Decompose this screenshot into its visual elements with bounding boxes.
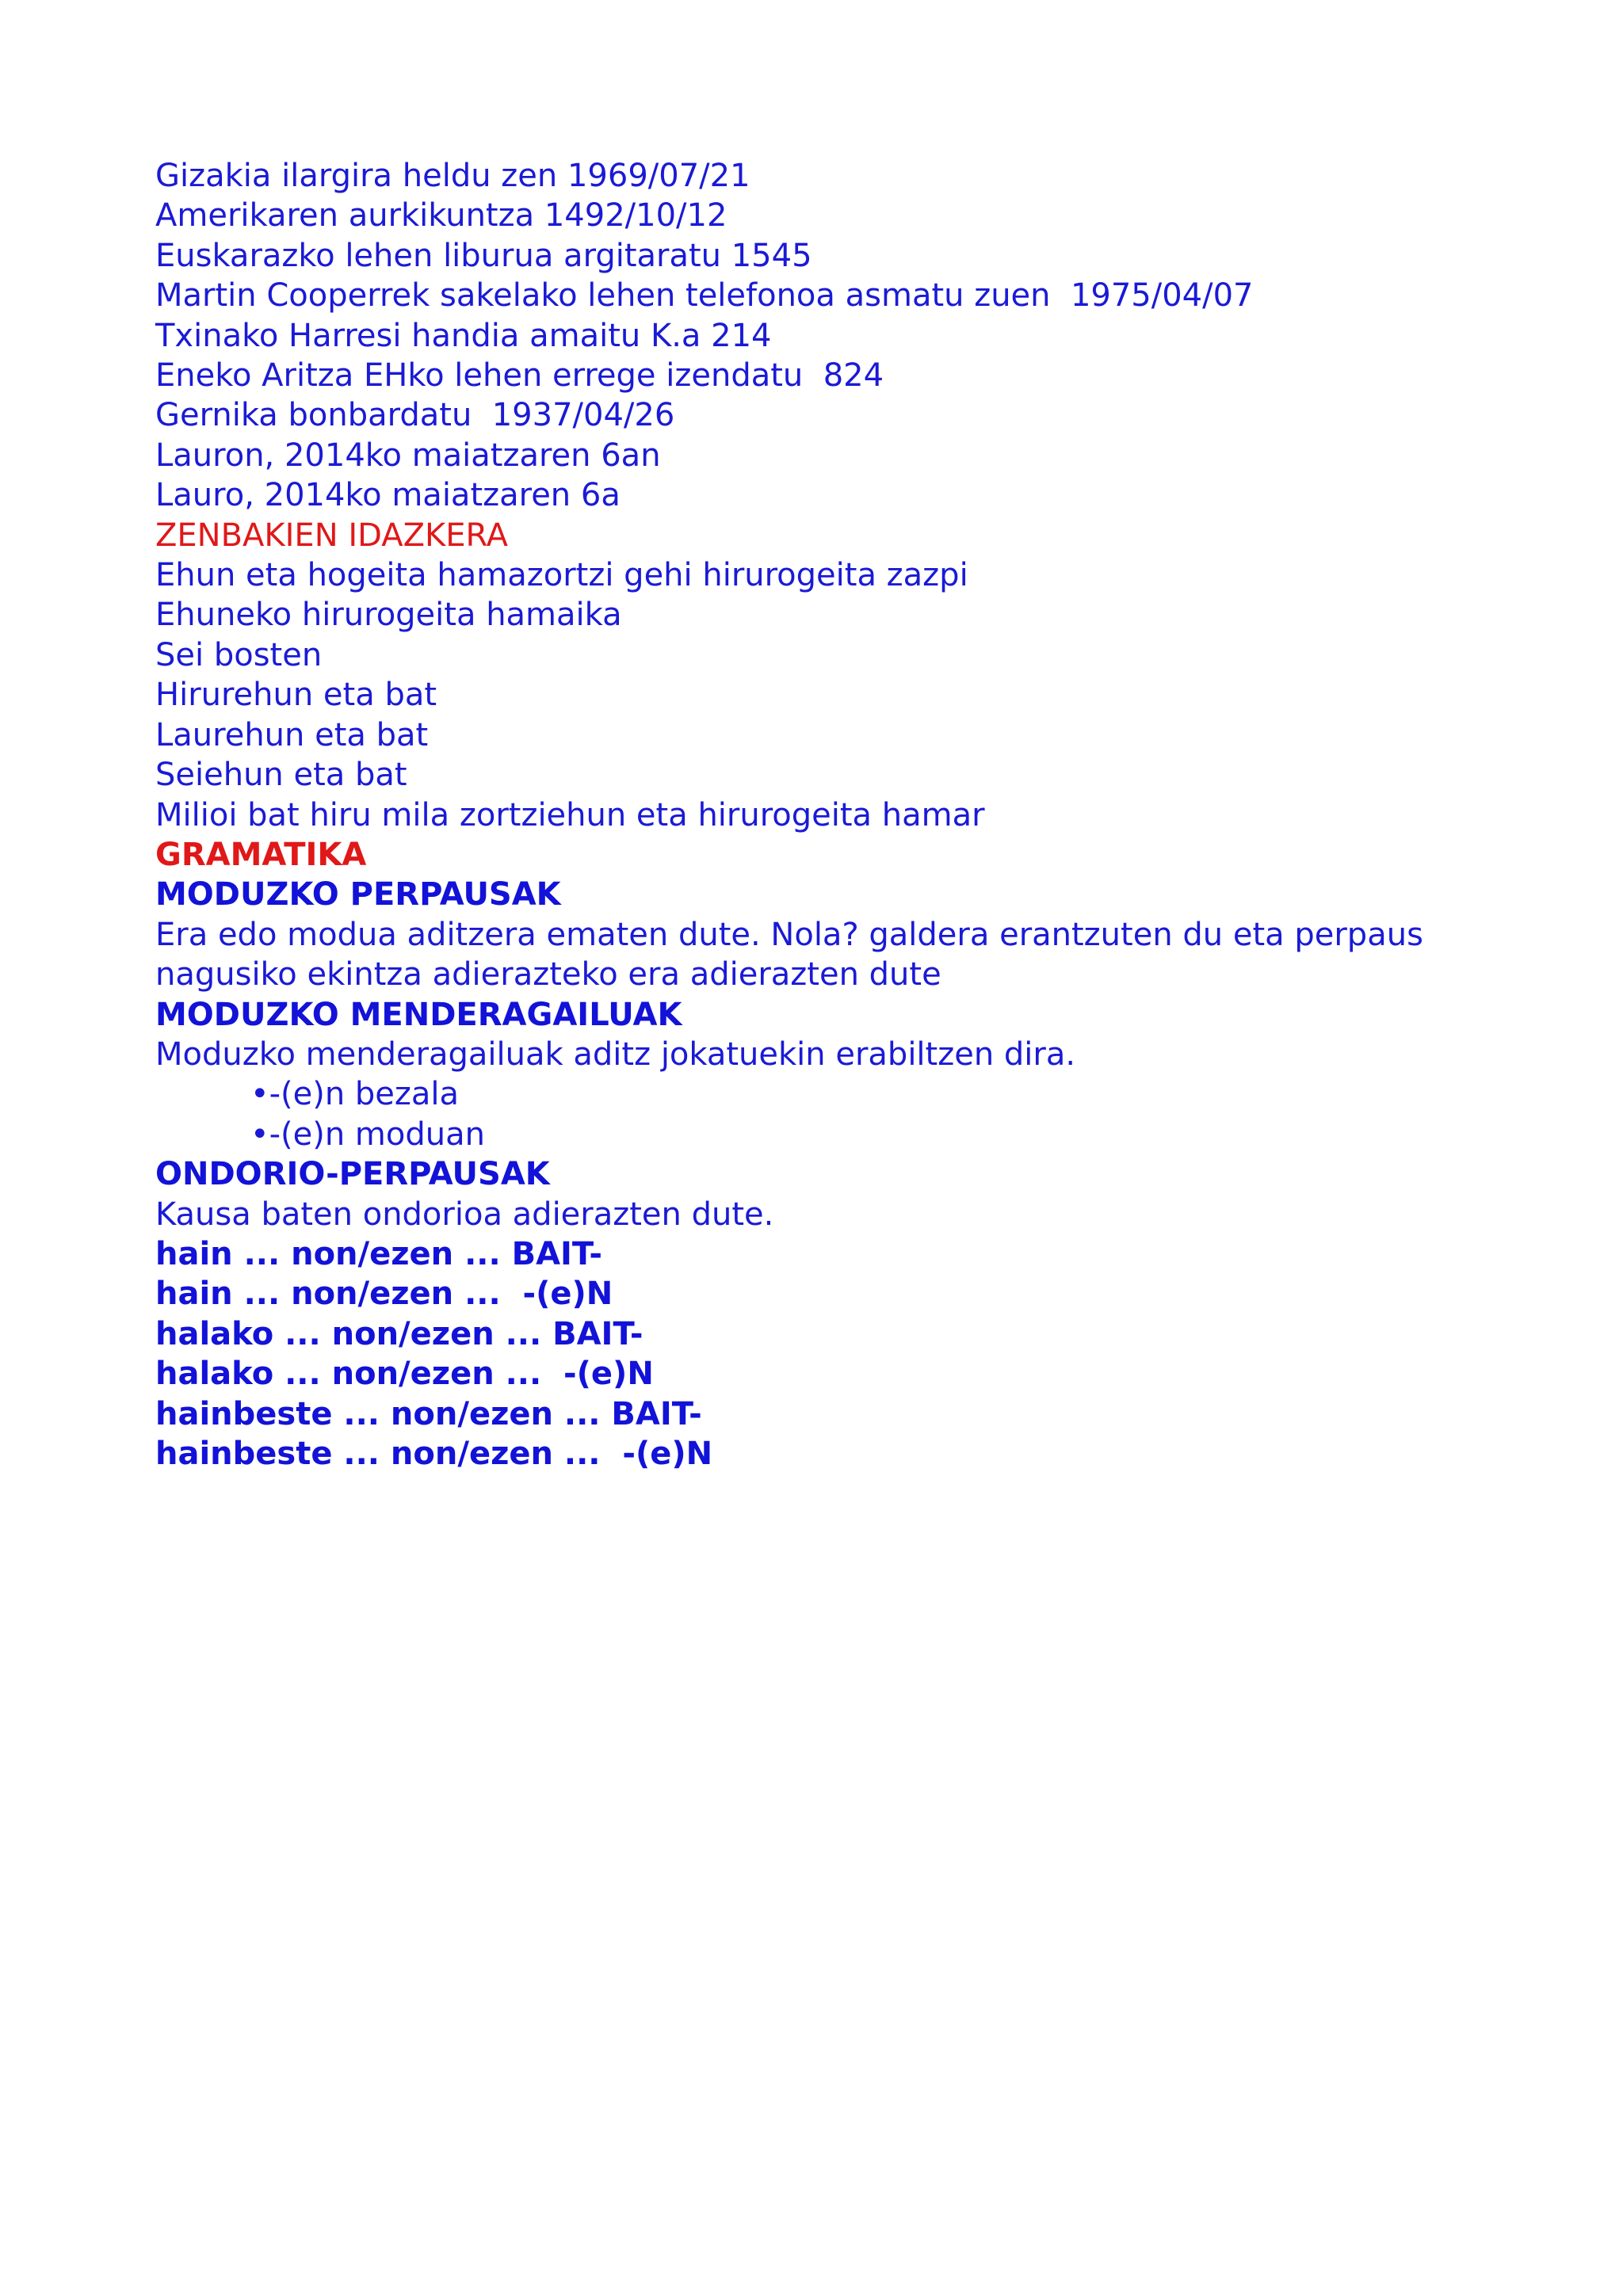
grammar-heading: GRAMATIKA bbox=[155, 836, 367, 873]
date-line: Amerikaren aurkikuntza 1492/10/12 bbox=[155, 197, 727, 235]
pattern-line: hainbeste ... non/ezen ... -(e)N bbox=[155, 1436, 713, 1472]
manner-subordinators-heading: MODUZKO MENDERAGAILUAK bbox=[155, 996, 682, 1033]
manner-clauses-heading: MODUZKO PERPAUSAK bbox=[155, 876, 561, 913]
bullet-item: •-(e)n moduan bbox=[250, 1116, 485, 1153]
number-line: Hirurehun eta bat bbox=[155, 677, 437, 714]
number-line: Sei bosten bbox=[155, 636, 323, 673]
date-line: Euskarazko lehen liburua argitaratu 1545 bbox=[155, 237, 812, 274]
date-line: Martin Cooperrek sakelako lehen telefonoa asmatu zuen 1975/04/07 bbox=[155, 277, 1254, 315]
number-line: Seiehun eta bat bbox=[155, 757, 407, 794]
number-line: Milioi bat hiru mila zortziehun eta hirurogeita hamar bbox=[155, 796, 985, 833]
manner-clauses-text: Era edo modua aditzera ematen dute. Nola? galdera erantzuten du eta perpaus nagusiko ekintza adierazteko era adierazten dute bbox=[155, 916, 1423, 994]
consequence-clauses-text: Kausa baten ondorioa adierazten dute. bbox=[155, 1196, 774, 1233]
date-line: Gernika bonbardatu 1937/04/26 bbox=[155, 397, 675, 434]
numbers-heading: ZENBAKIEN IDAZKERA bbox=[155, 517, 509, 554]
date-line: Lauro, 2014ko maiatzaren 6a bbox=[155, 477, 621, 514]
date-line: Gizakia ilargira heldu zen 1969/07/21 bbox=[155, 158, 750, 194]
date-line: Eneko Aritza EHko lehen errege izendatu 824 bbox=[155, 357, 884, 395]
number-line: Ehun eta hogeita hamazortzi gehi hirurogeita zazpi bbox=[155, 557, 968, 594]
date-line: Lauron, 2014ko maiatzaren 6an bbox=[155, 437, 661, 474]
pattern-line: hain ... non/ezen ... BAIT- bbox=[155, 1235, 602, 1272]
pattern-line: hain ... non/ezen ... -(e)N bbox=[155, 1276, 613, 1313]
number-line: Ehuneko hirurogeita hamaika bbox=[155, 597, 622, 634]
consequence-clauses-heading: ONDORIO-PERPAUSAK bbox=[155, 1156, 550, 1193]
pattern-line: halako ... non/ezen ... BAIT- bbox=[155, 1315, 643, 1352]
manner-subordinators-text: Moduzko menderagailuak aditz jokatuekin erabiltzen dira. bbox=[155, 1035, 1076, 1073]
number-line: Laurehun eta bat bbox=[155, 716, 429, 753]
date-line: Txinako Harresi handia amaitu K.a 214 bbox=[155, 317, 772, 354]
pattern-line: hainbeste ... non/ezen ... BAIT- bbox=[155, 1395, 702, 1432]
bullet-item: •-(e)n bezala bbox=[250, 1076, 460, 1113]
document-content bbox=[155, 156, 1503, 1474]
pattern-line: halako ... non/ezen ... -(e)N bbox=[155, 1356, 654, 1393]
